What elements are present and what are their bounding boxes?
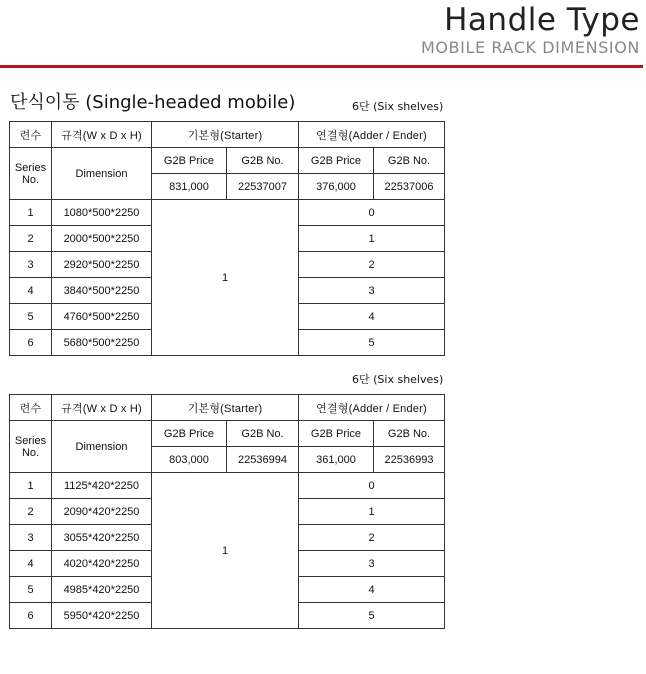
adder-header: 연결형(Adder / Ender): [299, 395, 445, 421]
table-header-row: [10, 395, 445, 421]
dimension-cell: 5950*420*2250: [52, 603, 152, 629]
series-cell: 2: [10, 226, 52, 252]
series-cell: 1: [10, 200, 52, 226]
dimension-table: [9, 394, 445, 629]
dimension-header: Dimension: [52, 421, 152, 473]
series-cell: 5: [10, 577, 52, 603]
adder-qty-cell: 0: [299, 200, 445, 226]
starter-g2b-price-header: G2B Price: [152, 421, 227, 447]
adder-g2b-no-header: G2B No.: [374, 421, 445, 447]
dimension-cell: 2000*500*2250: [52, 226, 152, 252]
adder-qty-cell: 4: [299, 577, 445, 603]
starter-g2b-no: 22537007: [227, 174, 299, 200]
page-subtitle: MOBILE RACK DIMENSION: [420, 38, 640, 57]
table-row: [10, 200, 445, 226]
starter-qty-cell: 1: [152, 473, 299, 629]
dimension-header: Dimension: [52, 148, 152, 200]
starter-price: 803,000: [152, 447, 227, 473]
adder-qty-cell: 5: [299, 603, 445, 629]
series-header: 련수: [10, 395, 52, 421]
dimension-cell: 4985*420*2250: [52, 577, 152, 603]
dimension-cell: 3055*420*2250: [52, 525, 152, 551]
adder-g2b-price-header: G2B Price: [299, 148, 374, 174]
starter-g2b-no: 22536994: [227, 447, 299, 473]
starter-qty-cell: 1: [152, 200, 299, 356]
table-subheader-row: [10, 148, 445, 174]
page-title: Handle Type: [444, 2, 640, 38]
series-cell: 5: [10, 304, 52, 330]
series-header: 련수: [10, 122, 52, 148]
header-divider: [0, 65, 643, 68]
dimension-cell: 4020*420*2250: [52, 551, 152, 577]
adder-g2b-price-header: G2B Price: [299, 421, 374, 447]
table-row: [10, 473, 445, 499]
adder-g2b-no: 22536993: [374, 447, 445, 473]
adder-g2b-no-header: G2B No.: [374, 148, 445, 174]
adder-qty-cell: 3: [299, 278, 445, 304]
series-no-header: Series No.: [10, 421, 52, 473]
series-cell: 3: [10, 525, 52, 551]
series-cell: 2: [10, 499, 52, 525]
dimension-cell: 1125*420*2250: [52, 473, 152, 499]
spec-header: 규격(W x D x H): [52, 122, 152, 148]
adder-qty-cell: 0: [299, 473, 445, 499]
dimension-cell: 2090*420*2250: [52, 499, 152, 525]
section-title: 단식이동 (Single-headed mobile): [10, 92, 296, 113]
adder-qty-cell: 5: [299, 330, 445, 356]
series-cell: 6: [10, 603, 52, 629]
series-cell: 3: [10, 252, 52, 278]
adder-qty-cell: 2: [299, 525, 445, 551]
dimension-table: [9, 121, 445, 356]
adder-header: 연결형(Adder / Ender): [299, 122, 445, 148]
spec-header: 규격(W x D x H): [52, 395, 152, 421]
adder-qty-cell: 4: [299, 304, 445, 330]
starter-g2b-no-header: G2B No.: [227, 148, 299, 174]
dimension-cell: 4760*500*2250: [52, 304, 152, 330]
starter-header: 기본형(Starter): [152, 395, 299, 421]
series-cell: 1: [10, 473, 52, 499]
adder-price: 376,000: [299, 174, 374, 200]
series-no-header: Series No.: [10, 148, 52, 200]
starter-g2b-no-header: G2B No.: [227, 421, 299, 447]
table-header-row: [10, 122, 445, 148]
dimension-cell: 5680*500*2250: [52, 330, 152, 356]
series-cell: 4: [10, 551, 52, 577]
dimension-cell: 1080*500*2250: [52, 200, 152, 226]
shelves-label: 6단 (Six shelves): [352, 100, 444, 113]
starter-g2b-price-header: G2B Price: [152, 148, 227, 174]
adder-qty-cell: 1: [299, 499, 445, 525]
series-cell: 4: [10, 278, 52, 304]
adder-qty-cell: 1: [299, 226, 445, 252]
shelves-label: 6단 (Six shelves): [352, 373, 444, 386]
adder-price: 361,000: [299, 447, 374, 473]
starter-price: 831,000: [152, 174, 227, 200]
dimension-cell: 2920*500*2250: [52, 252, 152, 278]
series-cell: 6: [10, 330, 52, 356]
adder-g2b-no: 22537006: [374, 174, 445, 200]
adder-qty-cell: 2: [299, 252, 445, 278]
starter-header: 기본형(Starter): [152, 122, 299, 148]
adder-qty-cell: 3: [299, 551, 445, 577]
table-subheader-row: [10, 421, 445, 447]
dimension-cell: 3840*500*2250: [52, 278, 152, 304]
